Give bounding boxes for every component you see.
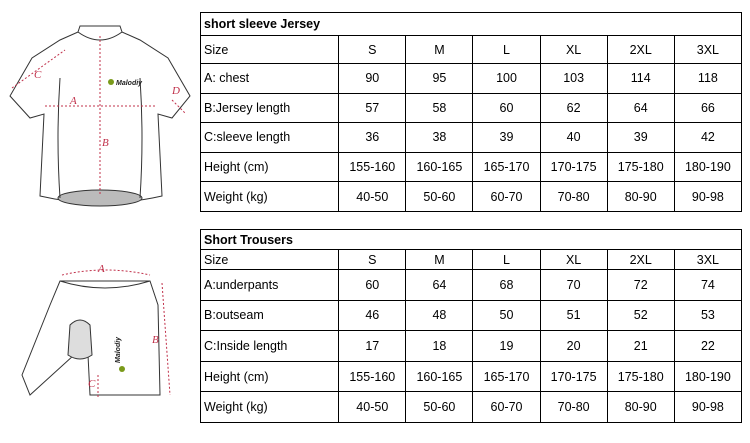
table-cell: 64	[607, 93, 674, 123]
table-cell: 40	[540, 123, 607, 153]
table-cell: 48	[406, 300, 473, 331]
table-cell: 66	[674, 93, 741, 123]
table-cell: 160-165	[406, 361, 473, 392]
table-cell: 180-190	[674, 361, 741, 392]
shorts-letter-b: B	[152, 334, 159, 346]
table-cell: 46	[339, 300, 406, 331]
table-cell: 22	[674, 331, 741, 362]
header-cell: Size	[201, 36, 339, 64]
table-cell: 100	[473, 64, 540, 94]
table-cell: 165-170	[473, 152, 540, 182]
header-cell: L	[473, 36, 540, 64]
header-cell: 2XL	[607, 250, 674, 270]
header-cell: S	[339, 36, 406, 64]
table-cell: 60	[339, 270, 406, 301]
table-cell: 70-80	[540, 182, 607, 212]
header-cell: Size	[201, 250, 339, 270]
table-cell: 74	[674, 270, 741, 301]
header-cell: XL	[540, 36, 607, 64]
table-cell: 72	[607, 270, 674, 301]
header-cell: 2XL	[607, 36, 674, 64]
row-label: Weight (kg)	[201, 182, 339, 212]
table-cell: 39	[473, 123, 540, 153]
header-cell: 3XL	[674, 36, 741, 64]
table-cell: 50-60	[406, 182, 473, 212]
table-cell: 160-165	[406, 152, 473, 182]
header-cell: XL	[540, 250, 607, 270]
table-cell: 90-98	[674, 182, 741, 212]
table-cell: 175-180	[607, 152, 674, 182]
table-cell: 68	[473, 270, 540, 301]
row-label: B:outseam	[201, 300, 339, 331]
table-cell: 118	[674, 64, 741, 94]
table-cell: 155-160	[339, 361, 406, 392]
row-label: C:Inside length	[201, 331, 339, 362]
shorts-table-title: Short Trousers	[201, 230, 742, 250]
jersey-illustration	[0, 18, 200, 218]
jersey-table-title: short sleeve Jersey	[201, 13, 742, 36]
table-cell: 51	[540, 300, 607, 331]
table-cell: 36	[339, 123, 406, 153]
header-cell: L	[473, 250, 540, 270]
table-cell: 103	[540, 64, 607, 94]
shorts-size-table	[200, 229, 742, 423]
row-label: C:sleeve length	[201, 123, 339, 153]
table-cell: 50-60	[406, 392, 473, 423]
jersey-letter-a: A	[70, 95, 77, 107]
table-cell: 60-70	[473, 182, 540, 212]
table-cell: 40-50	[339, 182, 406, 212]
table-cell: 95	[406, 64, 473, 94]
shorts-illustration	[10, 255, 205, 415]
table-cell: 50	[473, 300, 540, 331]
table-cell: 170-175	[540, 361, 607, 392]
table-cell: 57	[339, 93, 406, 123]
jersey-size-table	[200, 12, 742, 212]
table-cell: 80-90	[607, 392, 674, 423]
table-cell: 38	[406, 123, 473, 153]
shorts-letter-a: A	[98, 263, 105, 275]
header-cell: S	[339, 250, 406, 270]
table-cell: 53	[674, 300, 741, 331]
table-cell: 62	[540, 93, 607, 123]
table-cell: 58	[406, 93, 473, 123]
table-cell: 60-70	[473, 392, 540, 423]
row-label: B:Jersey length	[201, 93, 339, 123]
row-label: A:underpants	[201, 270, 339, 301]
header-cell: M	[406, 36, 473, 64]
header-cell: M	[406, 250, 473, 270]
table-cell: 155-160	[339, 152, 406, 182]
table-cell: 90-98	[674, 392, 741, 423]
table-cell: 114	[607, 64, 674, 94]
table-cell: 90	[339, 64, 406, 94]
table-cell: 170-175	[540, 152, 607, 182]
jersey-letter-b: B	[102, 137, 109, 149]
table-cell: 42	[674, 123, 741, 153]
row-label: Height (cm)	[201, 152, 339, 182]
table-cell: 17	[339, 331, 406, 362]
table-cell: 21	[607, 331, 674, 362]
row-label: Height (cm)	[201, 361, 339, 392]
shorts-logo-text: Malodiy	[115, 336, 122, 363]
jersey-letter-d: D	[172, 85, 180, 97]
row-label: Weight (kg)	[201, 392, 339, 423]
row-label: A: chest	[201, 64, 339, 94]
table-cell: 39	[607, 123, 674, 153]
jersey-letter-c: C	[34, 69, 42, 81]
table-cell: 64	[406, 270, 473, 301]
header-cell: 3XL	[674, 250, 741, 270]
shorts-letter-c: C	[88, 378, 96, 390]
table-cell: 180-190	[674, 152, 741, 182]
table-cell: 52	[607, 300, 674, 331]
table-cell: 19	[473, 331, 540, 362]
table-cell: 175-180	[607, 361, 674, 392]
table-cell: 20	[540, 331, 607, 362]
table-cell: 60	[473, 93, 540, 123]
table-cell: 70	[540, 270, 607, 301]
jersey-logo-text: Malodiy	[116, 80, 143, 87]
table-cell: 18	[406, 331, 473, 362]
table-cell: 165-170	[473, 361, 540, 392]
table-cell: 70-80	[540, 392, 607, 423]
table-cell: 40-50	[339, 392, 406, 423]
table-cell: 80-90	[607, 182, 674, 212]
